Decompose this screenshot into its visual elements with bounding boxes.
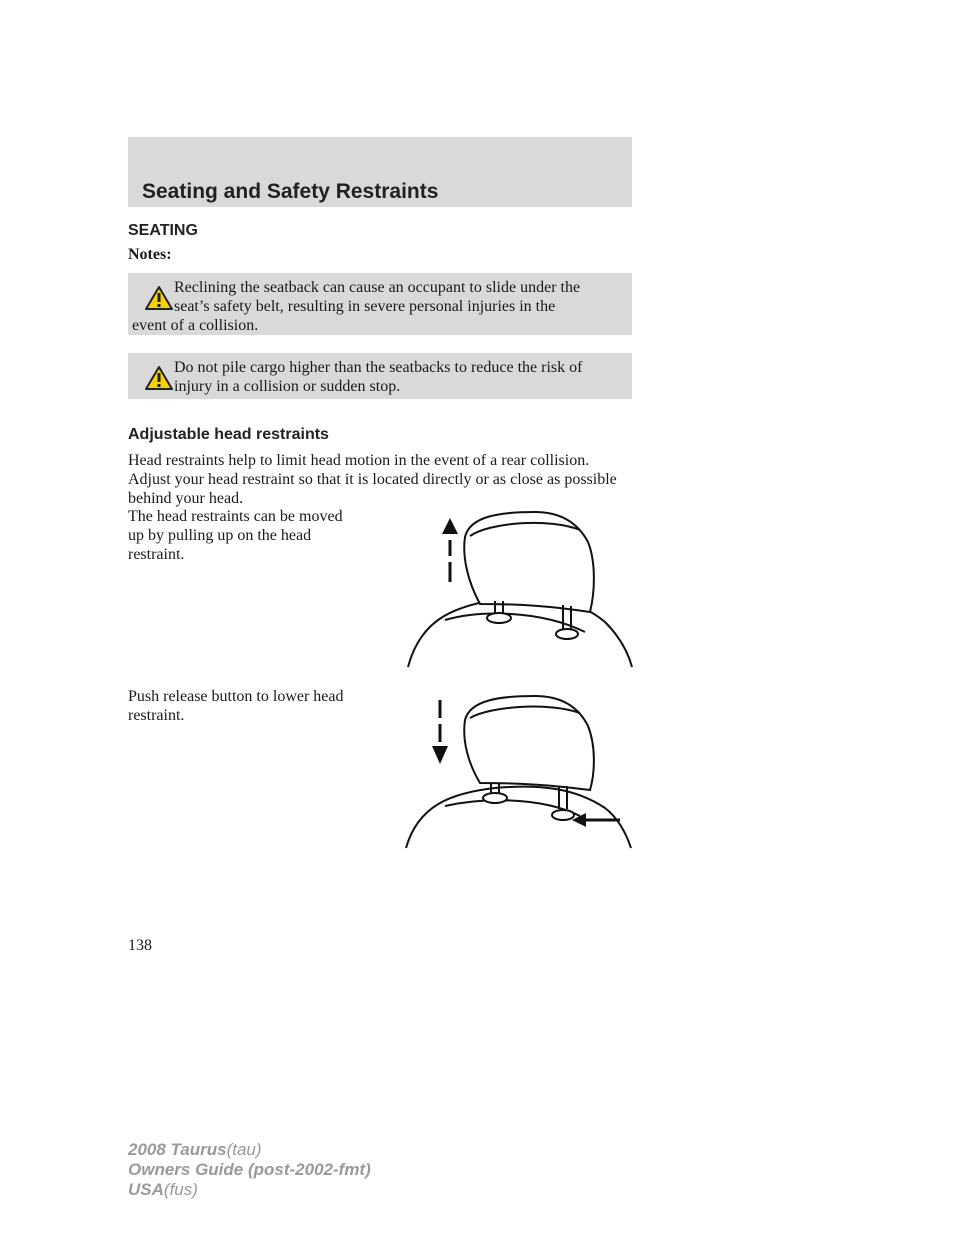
arrow-left-icon: [572, 810, 622, 830]
footer: [128, 1140, 371, 1200]
footer-guide: Owners Guide (post-2002-fmt): [128, 1160, 371, 1179]
subsection-heading: Adjustable head restraints: [128, 426, 329, 443]
section-heading-seating: SEATING: [128, 222, 198, 239]
raise-instruction: The head restraints can be moved up by pulling up on the head restraint.: [128, 508, 343, 563]
warning-box: [128, 273, 632, 335]
warning-box: [128, 353, 632, 399]
page-title: Seating and Safety Restraints: [142, 180, 439, 203]
footer-model: 2008 Taurus: [128, 1140, 227, 1159]
warning-text: Reclining the seatback can cause an occupant to slide under the: [174, 279, 581, 296]
footer-market: USA: [128, 1180, 164, 1199]
footer-model-code: (tau): [226, 1140, 262, 1159]
warning-text: Do not pile cargo higher than the seatbacks to reduce the risk of: [174, 359, 583, 376]
warning-text: seat’s safety belt, resulting in severe personal injuries in the: [174, 298, 556, 315]
footer-market-code: (fus): [163, 1180, 198, 1199]
lower-instruction: Push release button to lower head restraint.: [128, 688, 344, 724]
intro-paragraph: Head restraints help to limit head motion in the event of a rear collision. Adjust your head restraint so that it is located directly or as close as possible behind your head.: [128, 452, 617, 507]
arrow-down-icon: [430, 700, 450, 764]
warning-text: event of a collision.: [132, 317, 259, 334]
head-restraint-raise-figure: [400, 502, 640, 674]
notes-label: Notes:: [128, 246, 172, 263]
warning-triangle-icon: [144, 365, 174, 396]
warning-text: injury in a collision or sudden stop.: [174, 378, 401, 395]
warning-triangle-icon: [144, 285, 174, 316]
page-number: 138: [128, 937, 152, 954]
arrow-up-icon: [440, 518, 460, 584]
